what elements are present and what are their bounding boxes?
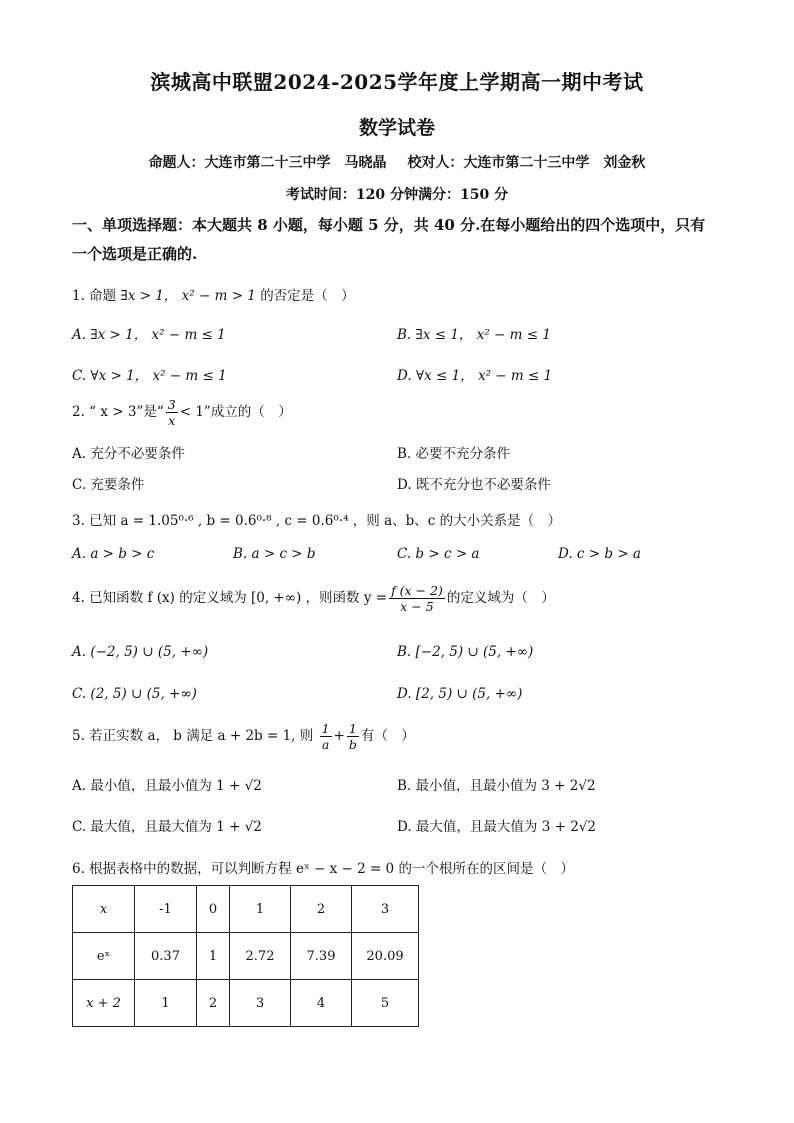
question-2: [72, 397, 292, 428]
table-cell: 3: [230, 980, 291, 1027]
q5-option-b[interactable]: B. 最小值，且最小值为 3 + 2√2: [397, 778, 596, 794]
author: 命题人：大连市第二十三中学 马晓晶: [148, 155, 387, 171]
proofreader: 校对人：大连市第二十三中学 刘金秋: [407, 155, 646, 171]
q4-fraction-numerator: f (x − 2): [391, 583, 443, 598]
table-cell: x: [73, 886, 135, 933]
q2-option-c[interactable]: C. 充要条件: [72, 477, 145, 493]
q5-fraction-2: [347, 721, 359, 752]
question-6: 6. 根据表格中的数据，可以判断方程 eˣ − x − 2 = 0 的一个根所在的区间是（ ）: [72, 861, 574, 877]
q5-fraction-1-denominator: a: [321, 737, 330, 752]
table-row: [73, 886, 419, 933]
q1-option-a[interactable]: A. ∃x > 1， x² − m ≤ 1: [72, 327, 226, 343]
table-cell: 20.09: [352, 933, 419, 980]
table-cell: 2: [291, 886, 352, 933]
q2-fraction-numerator: 3: [167, 397, 176, 412]
table-cell: 1: [230, 886, 291, 933]
table-cell: 4: [291, 980, 352, 1027]
q4-option-a[interactable]: A. (−2, 5) ∪ (5, +∞): [72, 644, 209, 660]
table-row: [73, 933, 419, 980]
question-3: 3. 已知 a = 1.05⁰·⁶ , b = 0.6⁰·⁸ , c = 0.6⁰·⁴ ，则 a、b、c 的大小关系是（ ）: [72, 513, 562, 529]
q4-prefix: 4. 已知函数 f (x) 的定义域为 [0, +∞) ，则函数 y =: [72, 590, 388, 606]
question-1: [72, 284, 355, 304]
q2-fraction: [166, 397, 178, 428]
author-line: [0, 152, 794, 172]
q2-prefix: 2. “ x > 3”是“: [72, 404, 164, 420]
section-1-instructions: [72, 211, 728, 269]
table-cell: 0: [197, 886, 230, 933]
table-row: [73, 980, 419, 1027]
q1-suffix: 的否定是（ ）: [260, 288, 355, 304]
table-cell: 7.39: [291, 933, 352, 980]
table-cell: 1: [135, 980, 197, 1027]
exam-subtitle: 数学试卷: [358, 117, 435, 139]
question-4: [72, 583, 555, 614]
q5-option-d[interactable]: D. 最大值，且最大值为 3 + 2√2: [397, 819, 596, 835]
q2-fraction-denominator: x: [168, 413, 176, 428]
q2-option-d[interactable]: D. 既不充分也不必要条件: [397, 477, 551, 493]
table-cell: eˣ: [73, 933, 135, 980]
q4-option-b[interactable]: B. [−2, 5) ∪ (5, +∞): [397, 644, 534, 660]
table-cell: 0.37: [135, 933, 197, 980]
q2-option-b[interactable]: B. 必要不充分条件: [397, 446, 511, 462]
q6-data-table: [72, 885, 419, 1027]
q4-option-d[interactable]: D. [2, 5) ∪ (5, +∞): [397, 686, 523, 702]
q5-suffix: 有（ ）: [360, 728, 415, 744]
q5-fraction-2-numerator: 1: [347, 721, 359, 737]
q5-prefix: 5. 若正实数 a， b 满足 a + 2b = 1, 则: [72, 728, 314, 744]
q3-option-d[interactable]: D. c > b > a: [558, 546, 641, 562]
section-1-line2: 一个选项是正确的.: [72, 245, 198, 263]
q1-option-d[interactable]: D. ∀x ≤ 1， x² − m ≤ 1: [397, 368, 553, 384]
q5-option-c[interactable]: C. 最大值，且最大值为 1 + √2: [72, 819, 262, 835]
q1-option-c[interactable]: C. ∀x > 1， x² − m ≤ 1: [72, 368, 227, 384]
q5-fraction-1: [320, 721, 332, 752]
q4-fraction-denominator: x − 5: [400, 599, 434, 614]
q1-expression: ∃x > 1， x² − m > 1: [120, 288, 256, 304]
question-5: [72, 721, 415, 752]
exam-title: 滨城高中联盟2024-2025学年度上学期高一期中考试: [150, 70, 644, 94]
table-cell: 1: [197, 933, 230, 980]
q4-fraction: [389, 583, 445, 614]
q1-option-b[interactable]: B. ∃x ≤ 1， x² − m ≤ 1: [397, 327, 551, 343]
section-1-line1: 一、单项选择题：本大题共 8 小题，每小题 5 分，共 40 分.在每小题给出的四个选项中，只有: [72, 216, 706, 234]
q3-option-a[interactable]: A. a > b > c: [72, 546, 155, 562]
q5-plus: +: [333, 728, 345, 744]
table-cell: 2.72: [230, 933, 291, 980]
q5-fraction-1-numerator: 1: [321, 721, 330, 736]
table-cell: 3: [352, 886, 419, 933]
table-cell: x + 2: [73, 980, 135, 1027]
q3-option-c[interactable]: C. b > c > a: [397, 546, 480, 562]
q4-suffix: 的定义域为（ ）: [446, 590, 555, 606]
table-cell: -1: [135, 886, 197, 933]
table-cell: 2: [197, 980, 230, 1027]
q2-option-a[interactable]: A. 充分不必要条件: [72, 446, 185, 462]
q5-option-a[interactable]: A. 最小值，且最小值为 1 + √2: [72, 778, 262, 794]
q2-suffix: < 1”成立的（ ）: [179, 404, 292, 420]
q4-option-c[interactable]: C. (2, 5) ∪ (5, +∞): [72, 686, 197, 702]
q5-fraction-2-denominator: b: [348, 737, 357, 752]
exam-time-info: 考试时间：120 分钟满分：150 分: [285, 187, 509, 203]
q3-option-b[interactable]: B. a > c > b: [233, 546, 316, 562]
q1-prefix: 1. 命题: [72, 288, 117, 304]
table-cell: 5: [352, 980, 419, 1027]
